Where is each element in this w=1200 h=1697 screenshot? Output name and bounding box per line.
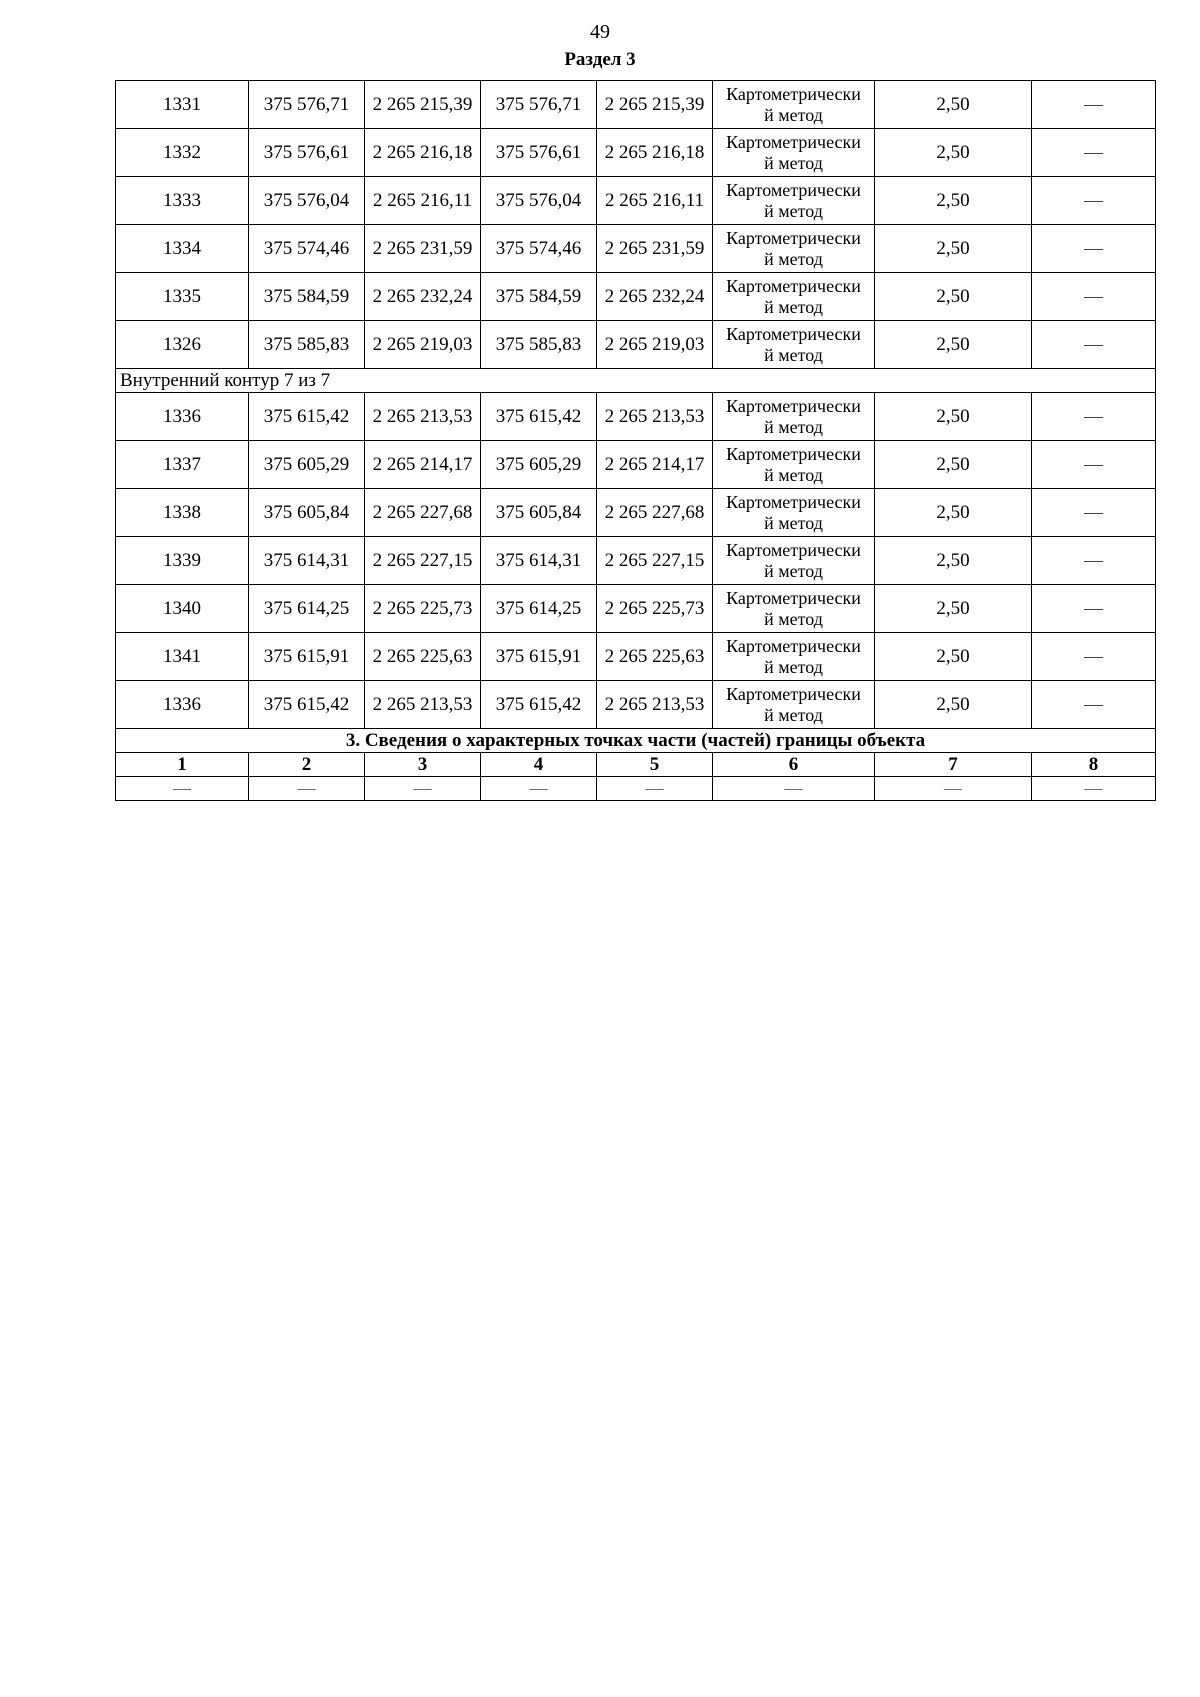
description-cell: — bbox=[1032, 441, 1156, 489]
method-line-1: Картометрически bbox=[726, 131, 861, 152]
table-row bbox=[116, 321, 1156, 369]
table-row bbox=[116, 633, 1156, 681]
point-number-cell: 1336 bbox=[116, 681, 249, 729]
method-line-1: Картометрически bbox=[726, 539, 861, 560]
table-row bbox=[116, 537, 1156, 585]
description-cell: — bbox=[1032, 633, 1156, 681]
point-number-cell: 1339 bbox=[116, 537, 249, 585]
method-cell bbox=[713, 633, 875, 681]
y-existing-cell: 2 265 227,15 bbox=[365, 537, 481, 585]
y-existing-cell: 2 265 215,39 bbox=[365, 81, 481, 129]
point-number-cell: 1331 bbox=[116, 81, 249, 129]
table-row bbox=[116, 489, 1156, 537]
table-row bbox=[116, 441, 1156, 489]
table-row bbox=[116, 273, 1156, 321]
point-number-cell: 1340 bbox=[116, 585, 249, 633]
empty-cell: — bbox=[713, 777, 875, 801]
method-line-2: й метод bbox=[764, 704, 823, 725]
contour-label: Внутренний контур 7 из 7 bbox=[116, 369, 1156, 393]
method-cell bbox=[713, 393, 875, 441]
x-existing-cell: 375 615,42 bbox=[249, 393, 365, 441]
accuracy-cell: 2,50 bbox=[875, 81, 1032, 129]
x-refined-cell: 375 584,59 bbox=[481, 273, 597, 321]
y-existing-cell: 2 265 213,53 bbox=[365, 681, 481, 729]
x-refined-cell: 375 574,46 bbox=[481, 225, 597, 273]
method-line-1: Картометрически bbox=[726, 635, 861, 656]
x-refined-cell: 375 576,71 bbox=[481, 81, 597, 129]
description-cell: — bbox=[1032, 585, 1156, 633]
point-number-cell: 1334 bbox=[116, 225, 249, 273]
table-row bbox=[116, 681, 1156, 729]
accuracy-cell: 2,50 bbox=[875, 441, 1032, 489]
y-existing-cell: 2 265 225,63 bbox=[365, 633, 481, 681]
empty-data-row bbox=[116, 777, 1156, 801]
method-line-2: й метод bbox=[764, 104, 823, 125]
accuracy-cell: 2,50 bbox=[875, 273, 1032, 321]
method-line-1: Картометрически bbox=[726, 443, 861, 464]
x-existing-cell: 375 614,25 bbox=[249, 585, 365, 633]
empty-cell: — bbox=[597, 777, 713, 801]
accuracy-cell: 2,50 bbox=[875, 633, 1032, 681]
column-number-cell: 5 bbox=[597, 753, 713, 777]
method-line-2: й метод bbox=[764, 512, 823, 533]
y-refined-cell: 2 265 213,53 bbox=[597, 393, 713, 441]
method-line-2: й метод bbox=[764, 248, 823, 269]
method-cell bbox=[713, 585, 875, 633]
method-line-2: й метод bbox=[764, 200, 823, 221]
x-existing-cell: 375 576,71 bbox=[249, 81, 365, 129]
column-number-cell: 2 bbox=[249, 753, 365, 777]
y-existing-cell: 2 265 216,11 bbox=[365, 177, 481, 225]
accuracy-cell: 2,50 bbox=[875, 321, 1032, 369]
method-line-2: й метод bbox=[764, 560, 823, 581]
method-line-2: й метод bbox=[764, 608, 823, 629]
method-line-1: Картометрически bbox=[726, 587, 861, 608]
point-number-cell: 1337 bbox=[116, 441, 249, 489]
column-number-cell: 6 bbox=[713, 753, 875, 777]
x-existing-cell: 375 584,59 bbox=[249, 273, 365, 321]
method-line-1: Картометрически bbox=[726, 275, 861, 296]
method-cell bbox=[713, 81, 875, 129]
x-refined-cell: 375 615,42 bbox=[481, 681, 597, 729]
method-line-2: й метод bbox=[764, 416, 823, 437]
column-number-cell: 7 bbox=[875, 753, 1032, 777]
empty-cell: — bbox=[116, 777, 249, 801]
x-refined-cell: 375 615,91 bbox=[481, 633, 597, 681]
x-existing-cell: 375 615,91 bbox=[249, 633, 365, 681]
column-number-cell: 8 bbox=[1032, 753, 1156, 777]
empty-cell: — bbox=[1032, 777, 1156, 801]
section-title: Раздел 3 bbox=[564, 49, 636, 70]
method-line-1: Картометрически bbox=[726, 491, 861, 512]
boundary-points-table bbox=[115, 80, 1156, 801]
column-number-cell: 1 bbox=[116, 753, 249, 777]
contour-heading bbox=[116, 369, 1156, 393]
y-existing-cell: 2 265 213,53 bbox=[365, 393, 481, 441]
y-refined-cell: 2 265 231,59 bbox=[597, 225, 713, 273]
accuracy-cell: 2,50 bbox=[875, 129, 1032, 177]
method-line-1: Картометрически bbox=[726, 683, 861, 704]
description-cell: — bbox=[1032, 225, 1156, 273]
x-refined-cell: 375 614,25 bbox=[481, 585, 597, 633]
method-line-1: Картометрически bbox=[726, 179, 861, 200]
y-refined-cell: 2 265 216,11 bbox=[597, 177, 713, 225]
y-existing-cell: 2 265 225,73 bbox=[365, 585, 481, 633]
method-cell bbox=[713, 489, 875, 537]
y-refined-cell: 2 265 225,73 bbox=[597, 585, 713, 633]
x-refined-cell: 375 576,61 bbox=[481, 129, 597, 177]
description-cell: — bbox=[1032, 681, 1156, 729]
table-row bbox=[116, 225, 1156, 273]
point-number-cell: 1336 bbox=[116, 393, 249, 441]
y-refined-cell: 2 265 227,68 bbox=[597, 489, 713, 537]
method-cell bbox=[713, 273, 875, 321]
point-number-cell: 1335 bbox=[116, 273, 249, 321]
y-existing-cell: 2 265 232,24 bbox=[365, 273, 481, 321]
description-cell: — bbox=[1032, 129, 1156, 177]
x-existing-cell: 375 585,83 bbox=[249, 321, 365, 369]
accuracy-cell: 2,50 bbox=[875, 585, 1032, 633]
page-number: 49 bbox=[590, 21, 610, 43]
method-line-2: й метод bbox=[764, 296, 823, 317]
x-refined-cell: 375 585,83 bbox=[481, 321, 597, 369]
column-number-cell: 4 bbox=[481, 753, 597, 777]
x-existing-cell: 375 574,46 bbox=[249, 225, 365, 273]
x-existing-cell: 375 614,31 bbox=[249, 537, 365, 585]
y-refined-cell: 2 265 214,17 bbox=[597, 441, 713, 489]
y-refined-cell: 2 265 216,18 bbox=[597, 129, 713, 177]
y-refined-cell: 2 265 215,39 bbox=[597, 81, 713, 129]
empty-cell: — bbox=[875, 777, 1032, 801]
description-cell: — bbox=[1032, 81, 1156, 129]
x-refined-cell: 375 605,29 bbox=[481, 441, 597, 489]
point-number-cell: 1332 bbox=[116, 129, 249, 177]
accuracy-cell: 2,50 bbox=[875, 225, 1032, 273]
point-number-cell: 1338 bbox=[116, 489, 249, 537]
y-refined-cell: 2 265 225,63 bbox=[597, 633, 713, 681]
x-existing-cell: 375 605,84 bbox=[249, 489, 365, 537]
method-line-1: Картометрически bbox=[726, 395, 861, 416]
x-existing-cell: 375 615,42 bbox=[249, 681, 365, 729]
table-row bbox=[116, 81, 1156, 129]
accuracy-cell: 2,50 bbox=[875, 393, 1032, 441]
x-refined-cell: 375 615,42 bbox=[481, 393, 597, 441]
method-cell bbox=[713, 537, 875, 585]
y-existing-cell: 2 265 219,03 bbox=[365, 321, 481, 369]
method-cell bbox=[713, 321, 875, 369]
section-3 bbox=[116, 729, 1156, 801]
point-number-cell: 1326 bbox=[116, 321, 249, 369]
column-number-cell: 3 bbox=[365, 753, 481, 777]
x-existing-cell: 375 576,04 bbox=[249, 177, 365, 225]
description-cell: — bbox=[1032, 489, 1156, 537]
x-refined-cell: 375 576,04 bbox=[481, 177, 597, 225]
table-row bbox=[116, 177, 1156, 225]
table-row bbox=[116, 393, 1156, 441]
x-refined-cell: 375 605,84 bbox=[481, 489, 597, 537]
method-line-2: й метод bbox=[764, 152, 823, 173]
y-existing-cell: 2 265 231,59 bbox=[365, 225, 481, 273]
y-refined-cell: 2 265 232,24 bbox=[597, 273, 713, 321]
description-cell: — bbox=[1032, 537, 1156, 585]
column-number-row bbox=[116, 753, 1156, 777]
method-line-2: й метод bbox=[764, 344, 823, 365]
method-line-1: Картометрически bbox=[726, 227, 861, 248]
accuracy-cell: 2,50 bbox=[875, 537, 1032, 585]
contour-rows-previous bbox=[116, 81, 1156, 369]
y-refined-cell: 2 265 227,15 bbox=[597, 537, 713, 585]
description-cell: — bbox=[1032, 393, 1156, 441]
method-line-2: й метод bbox=[764, 656, 823, 677]
x-refined-cell: 375 614,31 bbox=[481, 537, 597, 585]
method-cell bbox=[713, 441, 875, 489]
x-existing-cell: 375 576,61 bbox=[249, 129, 365, 177]
accuracy-cell: 2,50 bbox=[875, 489, 1032, 537]
method-line-1: Картометрически bbox=[726, 83, 861, 104]
section-3-title: 3. Сведения о характерных точках части (частей) границы объекта bbox=[116, 729, 1156, 753]
y-existing-cell: 2 265 216,18 bbox=[365, 129, 481, 177]
description-cell: — bbox=[1032, 273, 1156, 321]
empty-cell: — bbox=[365, 777, 481, 801]
table-row bbox=[116, 129, 1156, 177]
empty-cell: — bbox=[249, 777, 365, 801]
description-cell: — bbox=[1032, 321, 1156, 369]
y-refined-cell: 2 265 219,03 bbox=[597, 321, 713, 369]
method-line-1: Картометрически bbox=[726, 323, 861, 344]
method-cell bbox=[713, 129, 875, 177]
method-line-2: й метод bbox=[764, 464, 823, 485]
y-existing-cell: 2 265 214,17 bbox=[365, 441, 481, 489]
accuracy-cell: 2,50 bbox=[875, 177, 1032, 225]
point-number-cell: 1341 bbox=[116, 633, 249, 681]
accuracy-cell: 2,50 bbox=[875, 681, 1032, 729]
method-cell bbox=[713, 681, 875, 729]
empty-cell: — bbox=[481, 777, 597, 801]
table-row bbox=[116, 585, 1156, 633]
contour-rows-7 bbox=[116, 393, 1156, 729]
method-cell bbox=[713, 177, 875, 225]
point-number-cell: 1333 bbox=[116, 177, 249, 225]
method-cell bbox=[713, 225, 875, 273]
y-refined-cell: 2 265 213,53 bbox=[597, 681, 713, 729]
description-cell: — bbox=[1032, 177, 1156, 225]
x-existing-cell: 375 605,29 bbox=[249, 441, 365, 489]
y-existing-cell: 2 265 227,68 bbox=[365, 489, 481, 537]
